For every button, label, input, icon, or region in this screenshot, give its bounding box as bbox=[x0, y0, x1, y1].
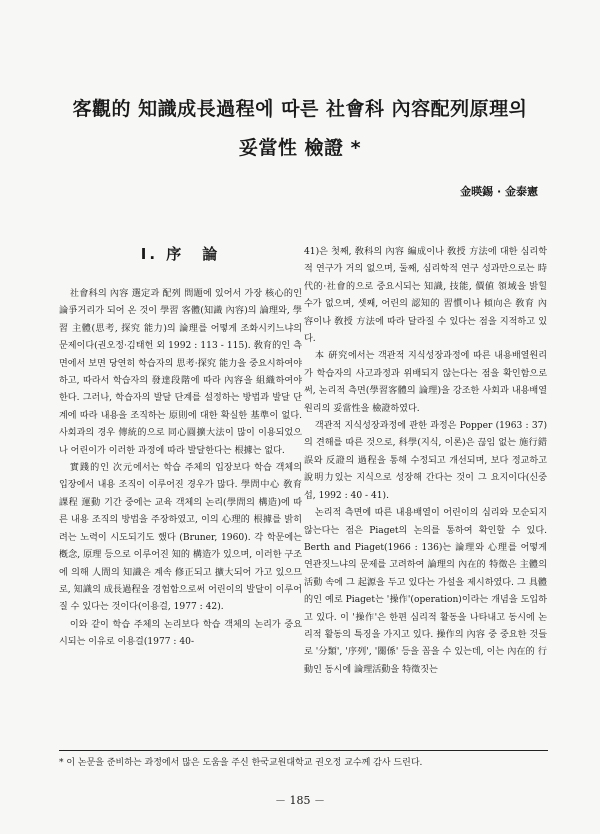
paper-title-line-2: 妥當性 檢證 * bbox=[238, 137, 362, 159]
paragraph: 社會科의 內容 選定과 配列 問題에 있어서 가장 核心的인 論爭거리가 되어 온 것이 學習 客體(知識 內容)의 論理와, 學習 主體(思考, 探究 能力)의 論理를 어떻게 조화시키느냐의 문제이다(권오정·김태헌 외 1992 : 113 - 115). 敎育的인 측면에서 보면 당연히 학습자의 思考·探究 能力을 중요시하여야 하고, 따라서 학습자의 發達段階에 따라 內容을 組織하여야 한다. 그러나, 학습자의 발달 단계를 설정하는 방법과 발달 단계에 따라 내용을 조직하는 原則에 대한 확실한 基準이 없다. 사회과의 경우 傳統的으로 同心圓擴大法이 많이 이용되었으나 어린이가 이러한 과정에 따라 발달한다는 根據는 없다. bbox=[59, 289, 302, 456]
paragraph: 41)은 첫째, 敎科의 內容 編成이나 敎授 方法에 대한 심리학적 연구가 거의 없으며, 둘째, 심리학적 연구 성과만으로는 時代的·社會的으로 중요시되는 知識, 技能, 價値 領域을 밝힐 수가 없으며, 셋째, 어린의 認知的 習慣이나 傾向은 敎育 內容이나 敎授 方法에 따라 달라질 수 있다는 점을 지적하고 있다. bbox=[304, 247, 547, 345]
footnote: * 이 논문을 준비하는 과정에서 많은 도움을 주신 한국교원대학교 권오정 교수께 감사 드린다. bbox=[59, 758, 423, 768]
paragraph: 이와 같이 학습 주체의 논리보다 학습 객체의 논리가 중요시되는 이유로 이용걸(1977 : 40- bbox=[59, 619, 302, 648]
paragraph: 객관적 지식성장과정에 관한 과정은 Popper (1963 : 37)의 견해를 따른 것으로, 科學(지식, 이론)은 끊임 없는 施行錯誤와 反證의 過程을 통해 수정되고 개선되며, 보다 정교하고 說明力있는 지식으로 성장해 간다는 것이 그 요지이다(신중섭, 1992 : 40 - 41). bbox=[304, 421, 547, 501]
paragraph: 논리적 측면에 따른 내용배열이 어린이의 심리와 모순되지 않는다는 점은 Piaget의 논의를 통하여 확인할 수 있다. Berth and Piaget(1966 : 136)는 論理와 心理를 어떻게 연관짓느냐의 문제를 고려하여 論理의 內在的 特徵은 主體의 活動 속에 그 起源을 두고 있다는 가설을 제시하였다. 그 具體的인 예로 Piaget는 '操作'(operation)이라는 개념을 도입하고 있다. 이 '操作'은 한편 심리적 활동을 나타내고 동시에 논리적 활동의 특징을 가지고 있다. 操作의 內容 중 중요한 것들로 '分類', '序列', '關係' 등을 꼽을 수 있는데, 이는 內在的 行動인 동시에 論理活動을 特徵짓는 bbox=[304, 508, 547, 675]
paper-title-line-1: 客觀的 知識成長過程에 따른 社會科 內容配列原理의 bbox=[72, 98, 528, 120]
left-column bbox=[59, 286, 302, 652]
section-heading-introduction: Ⅰ. 序 論 bbox=[140, 245, 221, 263]
right-column bbox=[304, 244, 547, 679]
paragraph: 本 硏究에서는 객관적 지식성장과정에 따른 내용배열원리가 학습자의 사고과정과 위배되지 않는다는 점을 확인함으로써, 논리적 측면(學習客體의 論理)을 강조한 사회과 내용배열원리의 妥當性을 檢證하였다. bbox=[304, 351, 547, 414]
footnote-divider bbox=[59, 750, 548, 751]
paragraph: 實踐的인 次元에서는 학습 주체의 입장보다 학습 객체의 입장에서 내용 조직이 이루어진 경우가 많다. 學問中心 敎育課程 運動 기간 중에는 교육 객체의 논리(學問의 構造)에 따른 내용 조직의 방법을 주장하였고, 이의 心理的 根據를 밝히려는 노력이 시도되기도 했다 (Bruner, 1960). 각 학문에는 槪念, 原理 등으로 이루어진 知的 構造가 있으며, 이러한 구조에 의해 人間의 知識은 계속 修正되고 擴大되어 가고 있으므로, 知識의 成長過程을 경험함으로써 어린이의 발달이 이루어질 수 있다는 것이다(이용걸, 1977 : 42). bbox=[59, 463, 302, 613]
page-number: － 185 － bbox=[275, 794, 325, 807]
authors: 金暎錫 · 金泰憲 bbox=[460, 185, 538, 198]
